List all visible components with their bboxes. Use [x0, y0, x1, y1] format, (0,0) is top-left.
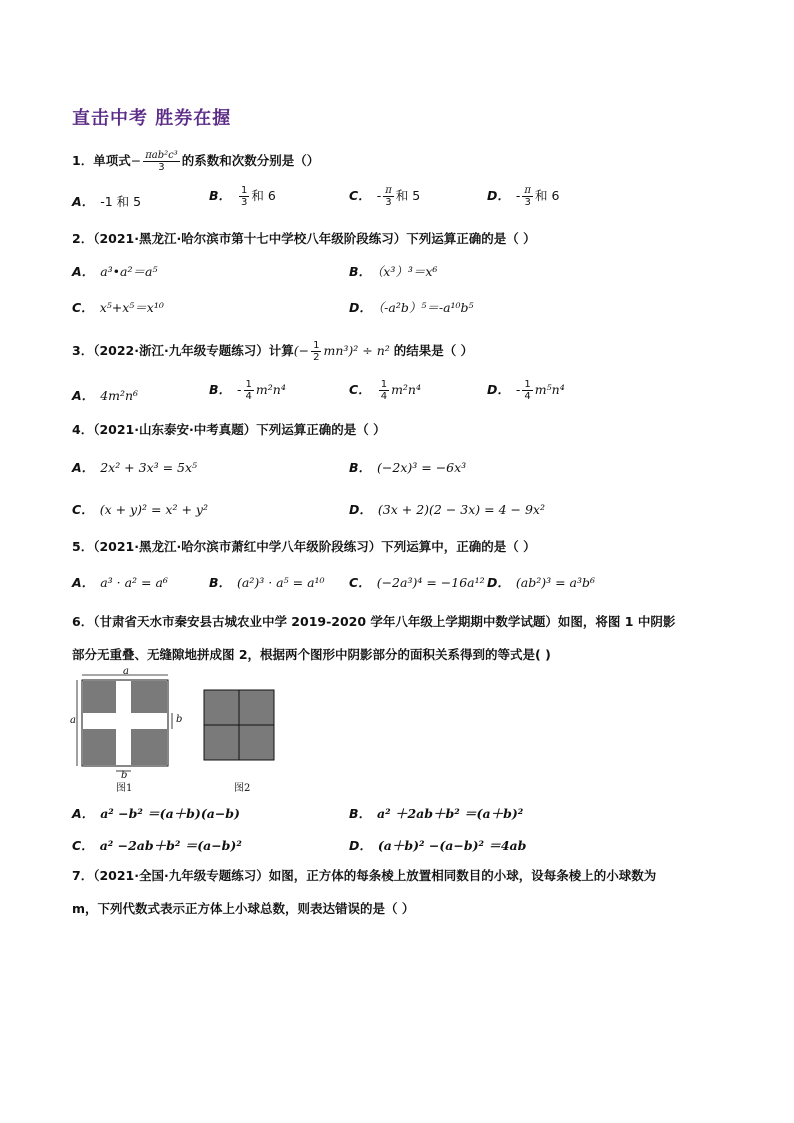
option-text: m²n⁴ [391, 382, 421, 397]
option-text: a² −2ab＋b² ＝(a−b)² [99, 838, 242, 853]
option-label: C． [349, 188, 371, 203]
fig1-shade-br [131, 729, 167, 765]
fraction-numerator: π [385, 185, 392, 196]
option-a[interactable] [72, 804, 240, 822]
fig1-shade-bl [83, 729, 116, 765]
option-a[interactable] [72, 262, 157, 280]
option-b[interactable] [209, 379, 286, 402]
fraction-numerator: 1 [245, 379, 252, 390]
option-a[interactable] [72, 573, 168, 591]
option-text: a³•a²＝a⁵ [100, 264, 158, 279]
option-label: C． [349, 575, 371, 590]
fraction-numerator: 1 [524, 379, 531, 390]
option-text: (−2x)³ = −6x³ [377, 460, 467, 475]
question-6-line2: 部分无重叠、无缝隙地拼成图 2，根据两个图形中阴影部分的面积关系得到的等式是( ) [72, 647, 551, 662]
question-1 [72, 150, 319, 173]
question-5: 5．（2021·黑龙江·哈尔滨市萧红中学八年级阶段练习）下列运算中，正确的是（ ） [72, 539, 536, 554]
option-label: C． [349, 382, 371, 397]
question-6-figures [70, 666, 292, 794]
option-label: D． [349, 502, 372, 517]
option-c[interactable] [72, 836, 242, 854]
option-label: B． [349, 460, 372, 475]
option-label: A． [72, 264, 95, 279]
option-sign: - [515, 188, 521, 203]
question-1-fraction [143, 150, 180, 173]
fraction-denominator: 3 [524, 197, 531, 208]
question-3 [72, 340, 473, 363]
option-text: 和 5 [395, 188, 421, 203]
option-label: C． [72, 502, 94, 517]
option-label: C． [72, 300, 94, 315]
option-label: A． [72, 194, 95, 209]
fraction-numerator: π [524, 185, 531, 196]
option-label: B． [349, 806, 372, 821]
option-fraction [522, 185, 533, 208]
figure-1 [77, 675, 172, 771]
option-fraction [379, 379, 389, 402]
option-label: C． [72, 838, 94, 853]
option-label: B． [209, 382, 232, 397]
fraction-numerator: 1 [380, 379, 388, 390]
option-text: (−2a³)⁴ = −16a¹² [376, 575, 485, 590]
option-text: （x³）³＝x⁶ [377, 264, 438, 279]
figure-svg [72, 670, 292, 794]
fig1-shade-tl [83, 681, 116, 713]
option-label: A． [72, 575, 95, 590]
option-label: B． [209, 575, 232, 590]
option-label: A． [72, 460, 95, 475]
question-3-prefix: 3．（2022·浙江·九年级专题练习）计算 [72, 343, 294, 358]
option-text: (3x + 2)(2 − 3x) = 4 − 9x² [377, 502, 545, 517]
option-sign: - [237, 382, 242, 397]
fig1-shade-tr [131, 681, 167, 713]
figure-2 [204, 690, 274, 760]
option-a[interactable] [72, 386, 138, 404]
option-d[interactable] [349, 836, 526, 854]
option-label: B． [349, 264, 372, 279]
option-text: (x + y)² = x² + y² [99, 502, 208, 517]
option-c[interactable] [72, 500, 208, 518]
option-text: 2x² + 3x³ = 5x⁵ [100, 460, 198, 475]
option-d[interactable] [349, 500, 545, 518]
option-label: B． [209, 188, 232, 203]
fraction-numerator: 1 [241, 185, 248, 196]
fraction-denominator: 4 [245, 391, 252, 402]
question-3-expr-close: mn³)² ÷ n² [323, 343, 394, 358]
option-text: a² ＋2ab＋b² ＝(a＋b)² [377, 806, 524, 821]
option-a[interactable] [72, 192, 141, 210]
option-text: 和 6 [534, 188, 560, 203]
option-d[interactable] [487, 573, 595, 591]
option-label: D． [349, 300, 372, 315]
label-b-bottom: b [121, 770, 128, 781]
fraction-numerator: 1 [313, 340, 320, 351]
fraction-denominator: 3 [385, 197, 392, 208]
option-c[interactable] [349, 185, 420, 208]
fraction-denominator: 2 [313, 352, 320, 363]
option-b[interactable] [209, 185, 276, 208]
option-b[interactable] [349, 458, 466, 476]
label-a-top: a [123, 666, 129, 677]
option-label: D． [487, 382, 510, 397]
question-1-minus: − [130, 153, 142, 168]
option-text: 和 6 [251, 188, 276, 203]
option-b[interactable] [349, 804, 523, 822]
option-c[interactable] [349, 379, 421, 402]
option-label: D． [487, 188, 510, 203]
fraction-denominator: 4 [380, 391, 388, 402]
option-label: A． [72, 388, 95, 403]
option-text: a² −b² ＝(a＋b)(a−b) [100, 806, 240, 821]
figure-2-caption: 图2 [234, 783, 251, 794]
option-text: -1 和 5 [100, 194, 142, 209]
option-b[interactable] [349, 262, 437, 280]
option-d[interactable] [487, 379, 565, 402]
option-label: D． [349, 838, 372, 853]
option-a[interactable] [72, 458, 197, 476]
option-text: (ab²)³ = a³b⁶ [515, 575, 596, 590]
fraction-denominator: 3 [241, 197, 248, 208]
option-text: 4m²n⁶ [100, 388, 139, 403]
option-text: m²n⁴ [255, 382, 286, 397]
option-fraction [244, 379, 254, 402]
question-7-line2: m，下列代数式表示正方体上小球总数，则表达错误的是（ ） [72, 901, 415, 916]
question-1-suffix: 的系数和次数分别是（） [181, 153, 320, 168]
option-b[interactable] [209, 573, 325, 591]
label-a-left: a [70, 715, 76, 726]
question-3-fraction [311, 340, 321, 363]
fraction-denominator: 3 [158, 162, 165, 173]
question-3-expr-open: (− [293, 343, 310, 358]
option-text: （-a²b）⁵＝-a¹⁰b⁵ [377, 300, 474, 315]
question-3-suffix: 的结果是（ ） [393, 343, 474, 358]
option-label: A． [72, 806, 95, 821]
option-fraction [522, 379, 532, 402]
question-2: 2．（2021·黑龙江·哈尔滨市第十七中学校八年级阶段练习）下列运算正确的是（ ） [72, 231, 536, 246]
option-fraction [239, 185, 249, 208]
option-text: m⁵n⁴ [534, 382, 565, 397]
figure-1-caption: 图1 [116, 783, 133, 794]
option-c[interactable] [72, 298, 164, 316]
option-text: x⁵+x⁵＝x¹⁰ [99, 300, 164, 315]
question-6-line1: 6．（甘肃省天水市秦安县古城农业中学 2019-2020 学年八年级上学期期中数学试题）如图，将图 1 中阴影 [72, 614, 676, 629]
question-1-prefix: 1．单项式 [72, 153, 131, 168]
fraction-numerator: πab²c³ [145, 150, 178, 161]
option-sign: - [376, 188, 382, 203]
option-text: (a＋b)² −(a−b)² ＝4ab [377, 838, 527, 853]
section-title: 直击中考 胜券在握 [72, 108, 232, 129]
option-c[interactable] [349, 573, 485, 591]
question-4: 4．（2021·山东泰安·中考真题）下列运算正确的是（ ） [72, 422, 386, 437]
option-label: D． [487, 575, 510, 590]
option-fraction [383, 185, 394, 208]
option-text: (a²)³ · a⁵ = a¹⁰ [237, 575, 325, 590]
option-text: a³ · a² = a⁶ [100, 575, 168, 590]
option-sign: - [515, 382, 521, 397]
question-7-line1: 7．（2021·全国·九年级专题练习）如图，正方体的每条棱上放置相同数目的小球，设每条棱上的小球数为 [72, 868, 657, 883]
option-d[interactable] [487, 185, 559, 208]
fraction-denominator: 4 [524, 391, 531, 402]
option-d[interactable] [349, 298, 474, 316]
label-b-right: b [176, 714, 183, 725]
